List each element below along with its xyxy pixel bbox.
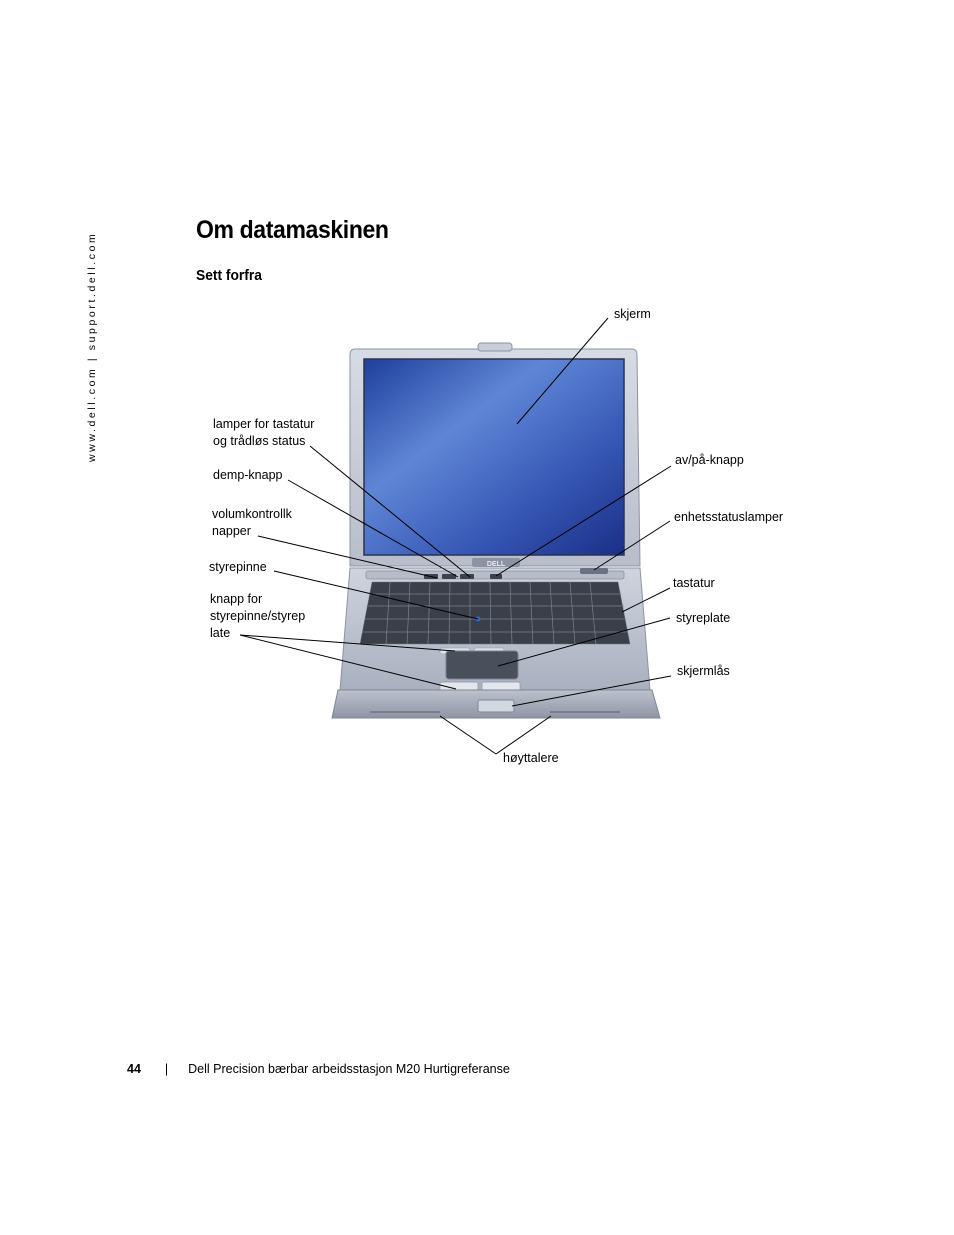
callout-speakers: høyttalere bbox=[503, 751, 559, 765]
section-title: Sett forfra bbox=[196, 267, 262, 284]
status-lights-mark bbox=[580, 568, 608, 574]
power-button-mark bbox=[490, 574, 502, 579]
callout-device-status-lights: enhetsstatuslamper bbox=[674, 510, 784, 524]
callout-volume-buttons: volumkontrollk napper bbox=[212, 507, 292, 538]
display-latch-mark bbox=[478, 700, 514, 712]
display-screen bbox=[364, 359, 624, 555]
footer-doc-title: Dell Precision bærbar arbeidsstasjon M20 Hurtigreferanse bbox=[188, 1062, 510, 1076]
callout-track-stick: styrepinne bbox=[209, 560, 267, 574]
callout-track-buttons: knapp for styrepinne/styrep late bbox=[210, 592, 306, 640]
page-number: 44 bbox=[127, 1062, 141, 1076]
page-title: Om datamaskinen bbox=[196, 216, 389, 244]
callout-display: skjerm bbox=[614, 307, 651, 321]
callout-display-latch: skjermlås bbox=[677, 664, 730, 678]
callout-power-button: av/på-knapp bbox=[675, 453, 744, 467]
callout-keyboard: tastatur bbox=[673, 576, 715, 590]
callout-keyboard-wireless-lights: lamper for tastatur og trådløs status bbox=[213, 417, 315, 448]
callout-mute-button: demp-knapp bbox=[213, 468, 283, 482]
footer-separator: | bbox=[164, 1062, 169, 1076]
keyboard-mark bbox=[360, 582, 630, 644]
page-footer bbox=[127, 1062, 510, 1076]
laptop-base bbox=[332, 568, 660, 718]
sidebar-url: www.dell.com | support.dell.com bbox=[86, 231, 98, 462]
callout-touch-pad: styreplate bbox=[676, 611, 731, 625]
laptop-lid bbox=[350, 343, 640, 568]
touch-pad-mark bbox=[446, 651, 518, 679]
brand-logo: DELL bbox=[486, 561, 506, 568]
